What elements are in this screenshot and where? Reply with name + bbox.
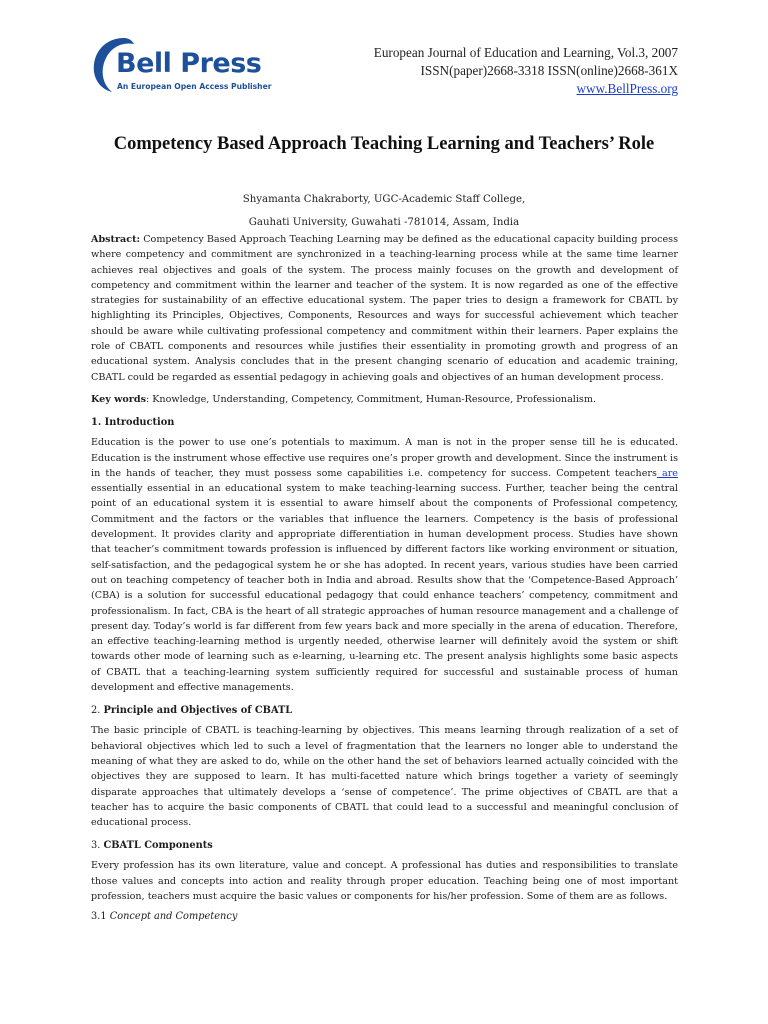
section-2-title: Principle and Objectives of CBATL — [103, 705, 293, 717]
paper-body — [91, 232, 678, 925]
keywords — [91, 392, 678, 407]
section-1-heading: 1. Introduction — [91, 417, 175, 429]
section-2-heading — [91, 703, 678, 718]
journal-header — [374, 44, 678, 98]
journal-issn: ISSN(paper)2668-3318 ISSN(online)2668-361X — [420, 63, 678, 78]
section-1-text-part1: Education is the power to use one’s potentials to maximum. A man is not in the proper sense till he is educated. Education is the instrument whose effective use requires one’s proper growth and development. Since the instrument is in the hands of teacher, they must possess some capabilities i.e. competency for success. Competent teachers — [91, 437, 678, 479]
section-1-text-part2: essentially essential in an educational system to make teaching-learning success. Further, teacher being the central point of an educational system it is essential to aware himself about the components of Professional competency, Commitment and the factors or the variables that influence the learners. Competency is the basis of professional development. It provides clarity and appropriate differentiation in human development process. Studies have shown that teacher’s commitment towards profession is influenced by different factors like working environment or situation, self-satisfaction, and the pedagogical system he or she has adopted. In recent years, various studies have been carried out on teaching competency of teacher both in India and abroad. Results show that the ‘Competence-Based Approach’ (CBA) is a solution for successful educational pedagogy that could enhance teachers’ competency, commitment and professionalism. In fact, CBA is the heart of all strategic approaches of human resource management and a challenge of present day. Today’s world is far different from few years back and more specially in the arena of education. Therefore, an effective teaching-learning method is urgently needed, otherwise learner will definitely avoid the system or shift towards other mode of learning such as e-learning, u-learning etc. The present analysis highlights some basic aspects of CBATL that a teaching-learning system sufficiently required for successful and sustainable process of human development and effective managements. — [91, 483, 678, 694]
section-3-text: Every profession has its own literature, value and concept. A professional has duties and responsibilities to translate those values and concepts into action and reality through proper education. Teaching being one of most important profession, teachers must acquire the basic values or components for his/her profession. Some of them are as follows. — [91, 860, 678, 902]
section-2-text: The basic principle of CBATL is teaching-learning by objectives. This means learning through realization of a set of behavioral objectives which led to such a level of fragmentation that the learners no longer able to understand the meaning of what they are asked to do, while on the other hand the set of behaviors learned actually coincided with the objectives they are supposed to learn. It has multi-facetted nature which brings together a variety of seemingly disparate approaches that ultimately develops a ‘sense of competence’. The prime objectives of CBATL are that a teacher has to acquire the basic components of CBATL that could lead to a successful and meaningful conclusion of educational process. — [91, 725, 678, 829]
abstract-text: Competency Based Approach Teaching Learning may be defined as the educational capacity building process where competency and commitment are synchronized in a teaching-learning process while at the same time learner achieves real objectives and goals of the system. The process mainly focuses on the growth and development of competency and commitment within the learner and teacher of the system. It is now regarded as one of the effective strategies for sustainability of an effective educational system. The paper tries to design a framework for CBATL by highlighting its Principles, Objectives, Components, Resources and ways for successful achievement which teacher should be aware while cultivating professional competency and commitment within their learners. Paper explains the role of CBATL components and resources while justifies their essentiality in promoting growth and progress of an educational system. Analysis concludes that in the present changing scenario of education and academic training, CBATL could be regarded as essential pedagogy in achieving goals and objectives of an human development process. — [91, 234, 678, 383]
logo-tagline: An European Open Access Publisher — [117, 82, 272, 91]
author-line-2: Gauhati University, Guwahati -781014, Assam, India — [248, 217, 520, 228]
section-1-text — [91, 435, 678, 695]
subsection-3-1-title: Concept and Competency — [109, 911, 238, 923]
abstract — [91, 232, 678, 385]
paper-title: Competency Based Approach Teaching Learning and Teachers’ Role — [113, 134, 655, 154]
section-3-number: 3. — [91, 840, 104, 852]
journal-url-link[interactable]: www.BellPress.org — [576, 81, 678, 96]
section-3-heading — [91, 838, 678, 853]
subsection-3-1-heading — [91, 909, 678, 924]
keywords-text: : Knowledge, Understanding, Competency, Commitment, Human-Resource, Professionalism. — [145, 393, 597, 405]
section-2-number: 2. — [91, 705, 104, 717]
publisher-logo — [90, 32, 280, 104]
author-block — [92, 188, 676, 234]
keywords-label: Key words — [91, 393, 146, 405]
section-3-title: CBATL Components — [103, 840, 213, 852]
logo-name: Bell Press — [116, 48, 262, 79]
journal-citation: European Journal of Education and Learning, Vol.3, 2007 — [373, 45, 678, 60]
abstract-label: Abstract: — [91, 234, 141, 245]
author-line-1: Shyamanta Chakraborty, UGC-Academic Staff College, — [242, 194, 526, 205]
inline-are-link[interactable]: are — [656, 467, 678, 479]
subsection-3-1-number: 3.1 — [91, 911, 110, 923]
